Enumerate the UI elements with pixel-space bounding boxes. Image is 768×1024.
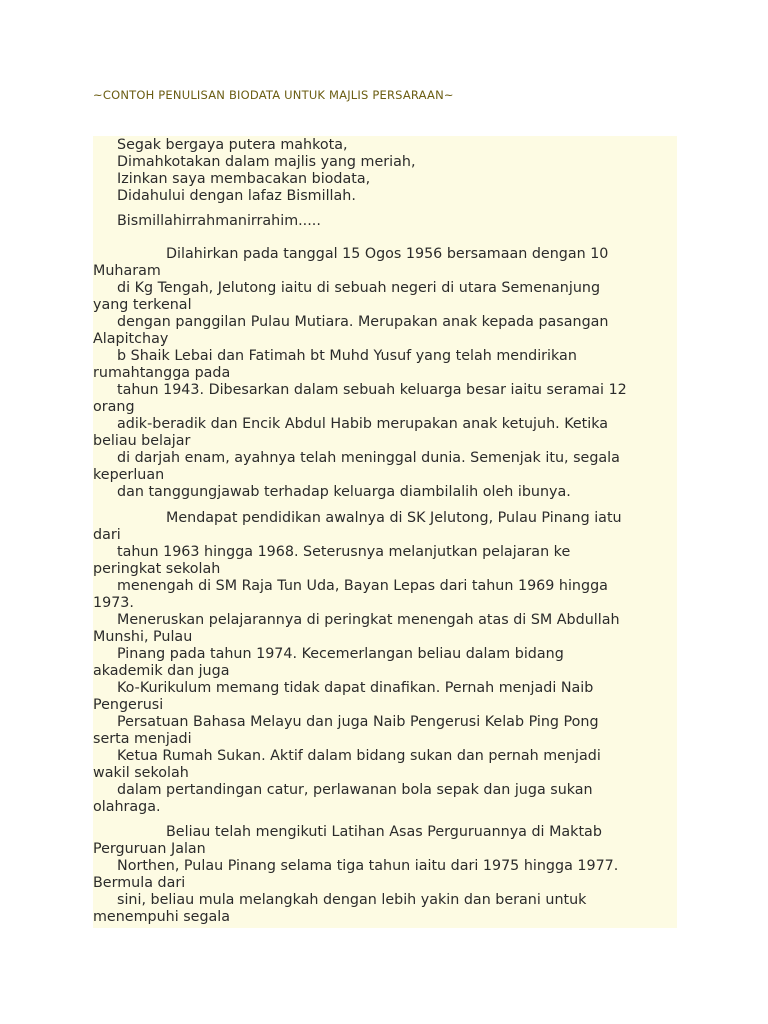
opening-line: Bismillahirrahmanirrahim..... xyxy=(117,213,321,229)
paragraph-1-line: dengan panggilan Pulau Mutiara. Merupakan anak kepada pasangan xyxy=(117,314,609,330)
paragraph-1-line: b Shaik Lebai dan Fatimah bt Muhd Yusuf yang telah mendirikan xyxy=(117,348,577,364)
paragraph-1-line: yang terkenal xyxy=(93,297,192,313)
paragraph-1-line: rumahtangga pada xyxy=(93,365,231,381)
paragraph-2-line: serta menjadi xyxy=(93,731,192,747)
paragraph-1-line: beliau belajar xyxy=(93,433,191,449)
paragraph-3-line: Beliau telah mengikuti Latihan Asas Perguruannya di Maktab xyxy=(166,824,602,840)
paragraph-3-line: Perguruan Jalan xyxy=(93,841,206,857)
paragraph-1-line: keperluan xyxy=(93,467,165,483)
paragraph-2-line: Persatuan Bahasa Melayu dan juga Naib Pengerusi Kelab Ping Pong xyxy=(117,714,599,730)
poem-line: Didahului dengan lafaz Bismillah. xyxy=(117,188,356,204)
paragraph-2-line: dalam pertandingan catur, perlawanan bola sepak dan juga sukan xyxy=(117,782,593,798)
paragraph-1-line: Dilahirkan pada tanggal 15 Ogos 1956 bersamaan dengan 10 xyxy=(166,246,609,262)
paragraph-2-line: wakil sekolah xyxy=(93,765,189,781)
paragraph-2-line: Ketua Rumah Sukan. Aktif dalam bidang sukan dan pernah menjadi xyxy=(117,748,601,764)
paragraph-2-line: Meneruskan pelajarannya di peringkat menengah atas di SM Abdullah xyxy=(117,612,620,628)
paragraph-1-line: Muharam xyxy=(93,263,161,279)
paragraph-2-line: Ko-Kurikulum memang tidak dapat dinafikan. Pernah menjadi Naib xyxy=(117,680,594,696)
paragraph-2-line: peringkat sekolah xyxy=(93,561,221,577)
paragraph-2-line: dari xyxy=(93,527,121,543)
paragraph-3-line: sini, beliau mula melangkah dengan lebih yakin dan berani untuk xyxy=(117,892,587,908)
poem-line: Segak bergaya putera mahkota, xyxy=(117,137,348,153)
paragraph-1-line: di darjah enam, ayahnya telah meninggal dunia. Semenjak itu, segala xyxy=(117,450,620,466)
paragraph-1-line: adik-beradik dan Encik Abdul Habib merupakan anak ketujuh. Ketika xyxy=(117,416,609,432)
paragraph-3-line: Northen, Pulau Pinang selama tiga tahun iaitu dari 1975 hingga 1977. xyxy=(117,858,619,874)
paragraph-2-line: Mendapat pendidikan awalnya di SK Jelutong, Pulau Pinang iatu xyxy=(166,510,622,526)
paragraph-2-line: Munshi, Pulau xyxy=(93,629,193,645)
paragraph-1-line: orang xyxy=(93,399,135,415)
paragraph-2-line: olahraga. xyxy=(93,799,161,815)
paragraph-2-line: menengah di SM Raja Tun Uda, Bayan Lepas dari tahun 1969 hingga xyxy=(117,578,608,594)
biodata-content xyxy=(93,136,677,928)
paragraph-1-line: di Kg Tengah, Jelutong iaitu di sebuah negeri di utara Semenanjung xyxy=(117,280,601,296)
paragraph-2-line: tahun 1963 hingga 1968. Seterusnya melanjutkan pelajaran ke xyxy=(117,544,571,560)
paragraph-2-line: akademik dan juga xyxy=(93,663,230,679)
poem-line: Dimahkotakan dalam majlis yang meriah, xyxy=(117,154,416,170)
page-title: ~CONTOH PENULISAN BIODATA UNTUK MAJLIS PERSARAAN~ xyxy=(93,88,454,102)
paragraph-1-line: Alapitchay xyxy=(93,331,169,347)
paragraph-3-line: menempuhi segala xyxy=(93,909,231,925)
paragraph-3-line: Bermula dari xyxy=(93,875,186,891)
paragraph-2-line: Pengerusi xyxy=(93,697,164,713)
paragraph-1-line: tahun 1943. Dibesarkan dalam sebuah keluarga besar iaitu seramai 12 xyxy=(117,382,627,398)
paragraph-2-line: 1973. xyxy=(93,595,134,611)
paragraph-1-line: dan tanggungjawab terhadap keluarga diambilalih oleh ibunya. xyxy=(117,484,571,500)
poem-line: Izinkan saya membacakan biodata, xyxy=(117,171,371,187)
paragraph-2-line: Pinang pada tahun 1974. Kecemerlangan beliau dalam bidang xyxy=(117,646,564,662)
